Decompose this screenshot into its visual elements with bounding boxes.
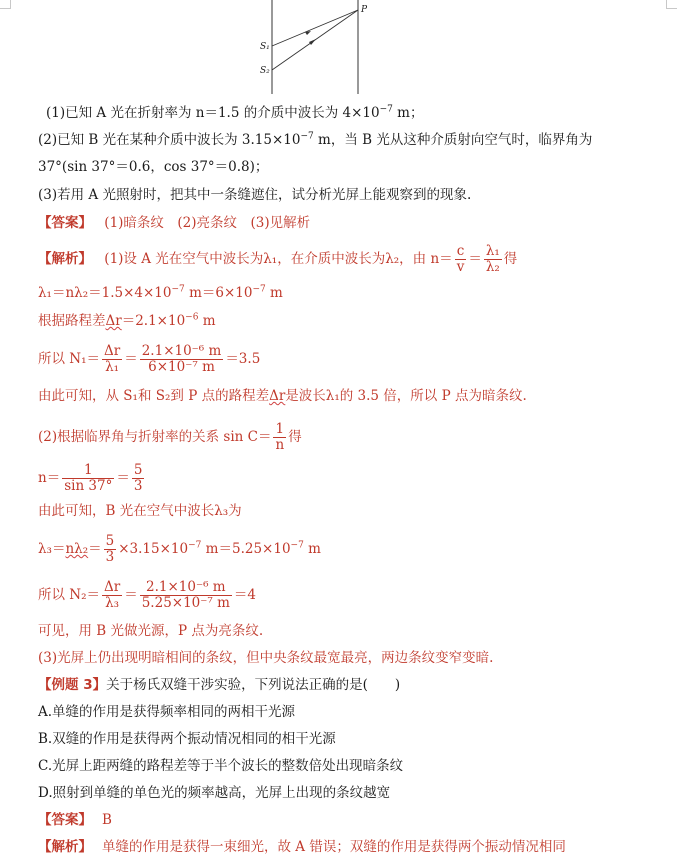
answer-line [38,214,310,232]
example-3-label: 【例题 3】 [38,677,107,693]
example-analysis-label: 【解析】 [38,839,92,855]
answer-text: (1)暗条纹 (2)亮条纹 (3)见解析 [104,215,311,231]
fraction-path-diff-over-wavelength: $\frac{\text{2.1×10⁻⁶ m}}{\text{6×10⁻⁷ m}}$ [141,343,222,375]
fraction-5-over-3: $\frac{5}{3}$ [133,462,143,494]
example-answer-line [38,811,112,829]
fraction-lambda1-over-lambda2: $\frac{\text{λ₁}}{\text{λ₂}}$ [485,243,500,275]
analysis-line-9: λ₃＝nλ₂＝ $\frac{5}{3}$ $\times 3.15\times 10^{-7}$ $m=5.25\times 10^{-7}$ m [38,533,321,565]
ray-s2-arrow-icon [309,39,316,45]
label-s2: S₂ [260,66,270,76]
label-p: P [361,5,368,15]
example-analysis-line [38,838,566,856]
analysis-line-6: (2)根据临界角与折射率的关系 sin C＝ $\frac{1}{n}$ 得 [38,421,302,453]
question-part-2b: 37°(sin 37°＝0.6，cos 37°＝0.8)； [38,159,269,175]
analysis-line-10: 所以 N₂＝ $\frac{\Delta r}{\text{λ₃}}$ ＝ $\frac{\text{2.1×10⁻⁶ m}}{\text{5.25×10⁻⁷ m}}$ ＝4 [38,579,256,611]
analysis-line-7: n＝ $\frac{1}{\sin 37^\circ}$ ＝ $\frac{5}{3}$ [38,462,143,494]
label-s1: S₁ [260,42,270,52]
analysis-line-8: 由此可知，B 光在空气中波长λ₃为 [38,503,242,519]
example-option-c: C.光屏上距两缝的路程差等于半个波长的整数倍处出现暗条纹 [38,758,404,774]
corner-mark-left [0,0,11,9]
example-option-a: A.单缝的作用是获得频率相同的两相干光源 [38,704,296,720]
fraction-dr-over-lambda1: $\frac{\Delta r}{\text{λ₁}}$ [104,343,121,375]
question-part-1: (1)已知 A 光在折射率为 n＝1.5 的介质中波长为 $4\times 10^{-7}$ m； [46,104,424,121]
ray-s1-p [272,10,358,46]
analysis-line-2: $\lambda_1=n\lambda_2=1.5\times 4\times 10^{-7}$ $m=6\times 10^{-7}$ m [38,284,283,301]
example-answer-label: 【答案】 [38,812,92,828]
fraction-path-diff-over-wavelength-b: $\frac{\text{2.1×10⁻⁶ m}}{\text{5.25×10⁻⁷ m}}$ [141,579,230,611]
analysis-line-1: 【解析】 (1)设 A 光在空气中波长为λ₁，在介质中波长为λ₂，由 n＝ $\frac{c}{v}$ ＝ $\frac{\text{λ₁}}{\text{λ₂}}$ 得 [38,243,518,275]
analysis-line-5: 由此可知，从 S₁和 S₂到 P 点的路程差Δr是波长λ₁的 3.5 倍，所以 P 点为暗条纹. [38,388,527,404]
example-3-question: 【例题 3】关于杨氏双缝干涉实验，下列说法正确的是( ) [38,677,401,693]
question-part-2a: (2)已知 B 光在某种介质中波长为 $3.15\times 10^{-7}$ m，当 B 光从这种介质射向空气时，临界角为 [38,131,593,148]
answer-label: 【答案】 [38,215,92,231]
question-part-3: (3)若用 A 光照射时，把其中一条缝遮住，试分析光屏上能观察到的现象. [38,187,472,203]
example-answer: B [102,812,112,828]
example-option-d: D.照射到单缝的单色光的频率越高，光屏上出现的条纹越宽 [38,785,391,801]
corner-mark-right [666,0,677,9]
analysis-line-11: 可见，用 B 光做光源，P 点为亮条纹. [38,623,264,639]
analysis-line-3: 根据路程差$\Delta r=2.1\times 10^{-6}$ m [38,312,216,329]
fraction-dr-over-lambda3: $\frac{\Delta r}{\text{λ₃}}$ [104,579,121,611]
fraction-5-over-3-b: $\frac{5}{3}$ [105,533,115,565]
example-option-b: B.双缝的作用是获得两个振动情况相同的相干光源 [38,731,336,747]
analysis-label: 【解析】 [38,251,92,267]
example-analysis: 单缝的作用是获得一束细光，故 A 错误；双缝的作用是获得两个振动情况相同 [102,839,566,855]
fraction-1-over-sin37: $\frac{1}{\sin 37^\circ}$ [64,462,113,494]
analysis-line-12: (3)光屏上仍出现明暗相间的条纹，但中央条纹最宽最亮，两边条纹变窄变暗. [38,650,494,666]
fraction-1-over-n: $\frac{1}{n}$ [275,421,285,453]
double-slit-diagram [250,0,380,98]
fraction-c-over-v: $\frac{c}{v}$ [456,243,465,275]
analysis-line-4: 所以 N₁＝ $\frac{\Delta r}{\text{λ₁}}$ ＝ $\frac{\text{2.1×10⁻⁶ m}}{\text{6×10⁻⁷ m}}$ ＝3.5 [38,343,261,375]
